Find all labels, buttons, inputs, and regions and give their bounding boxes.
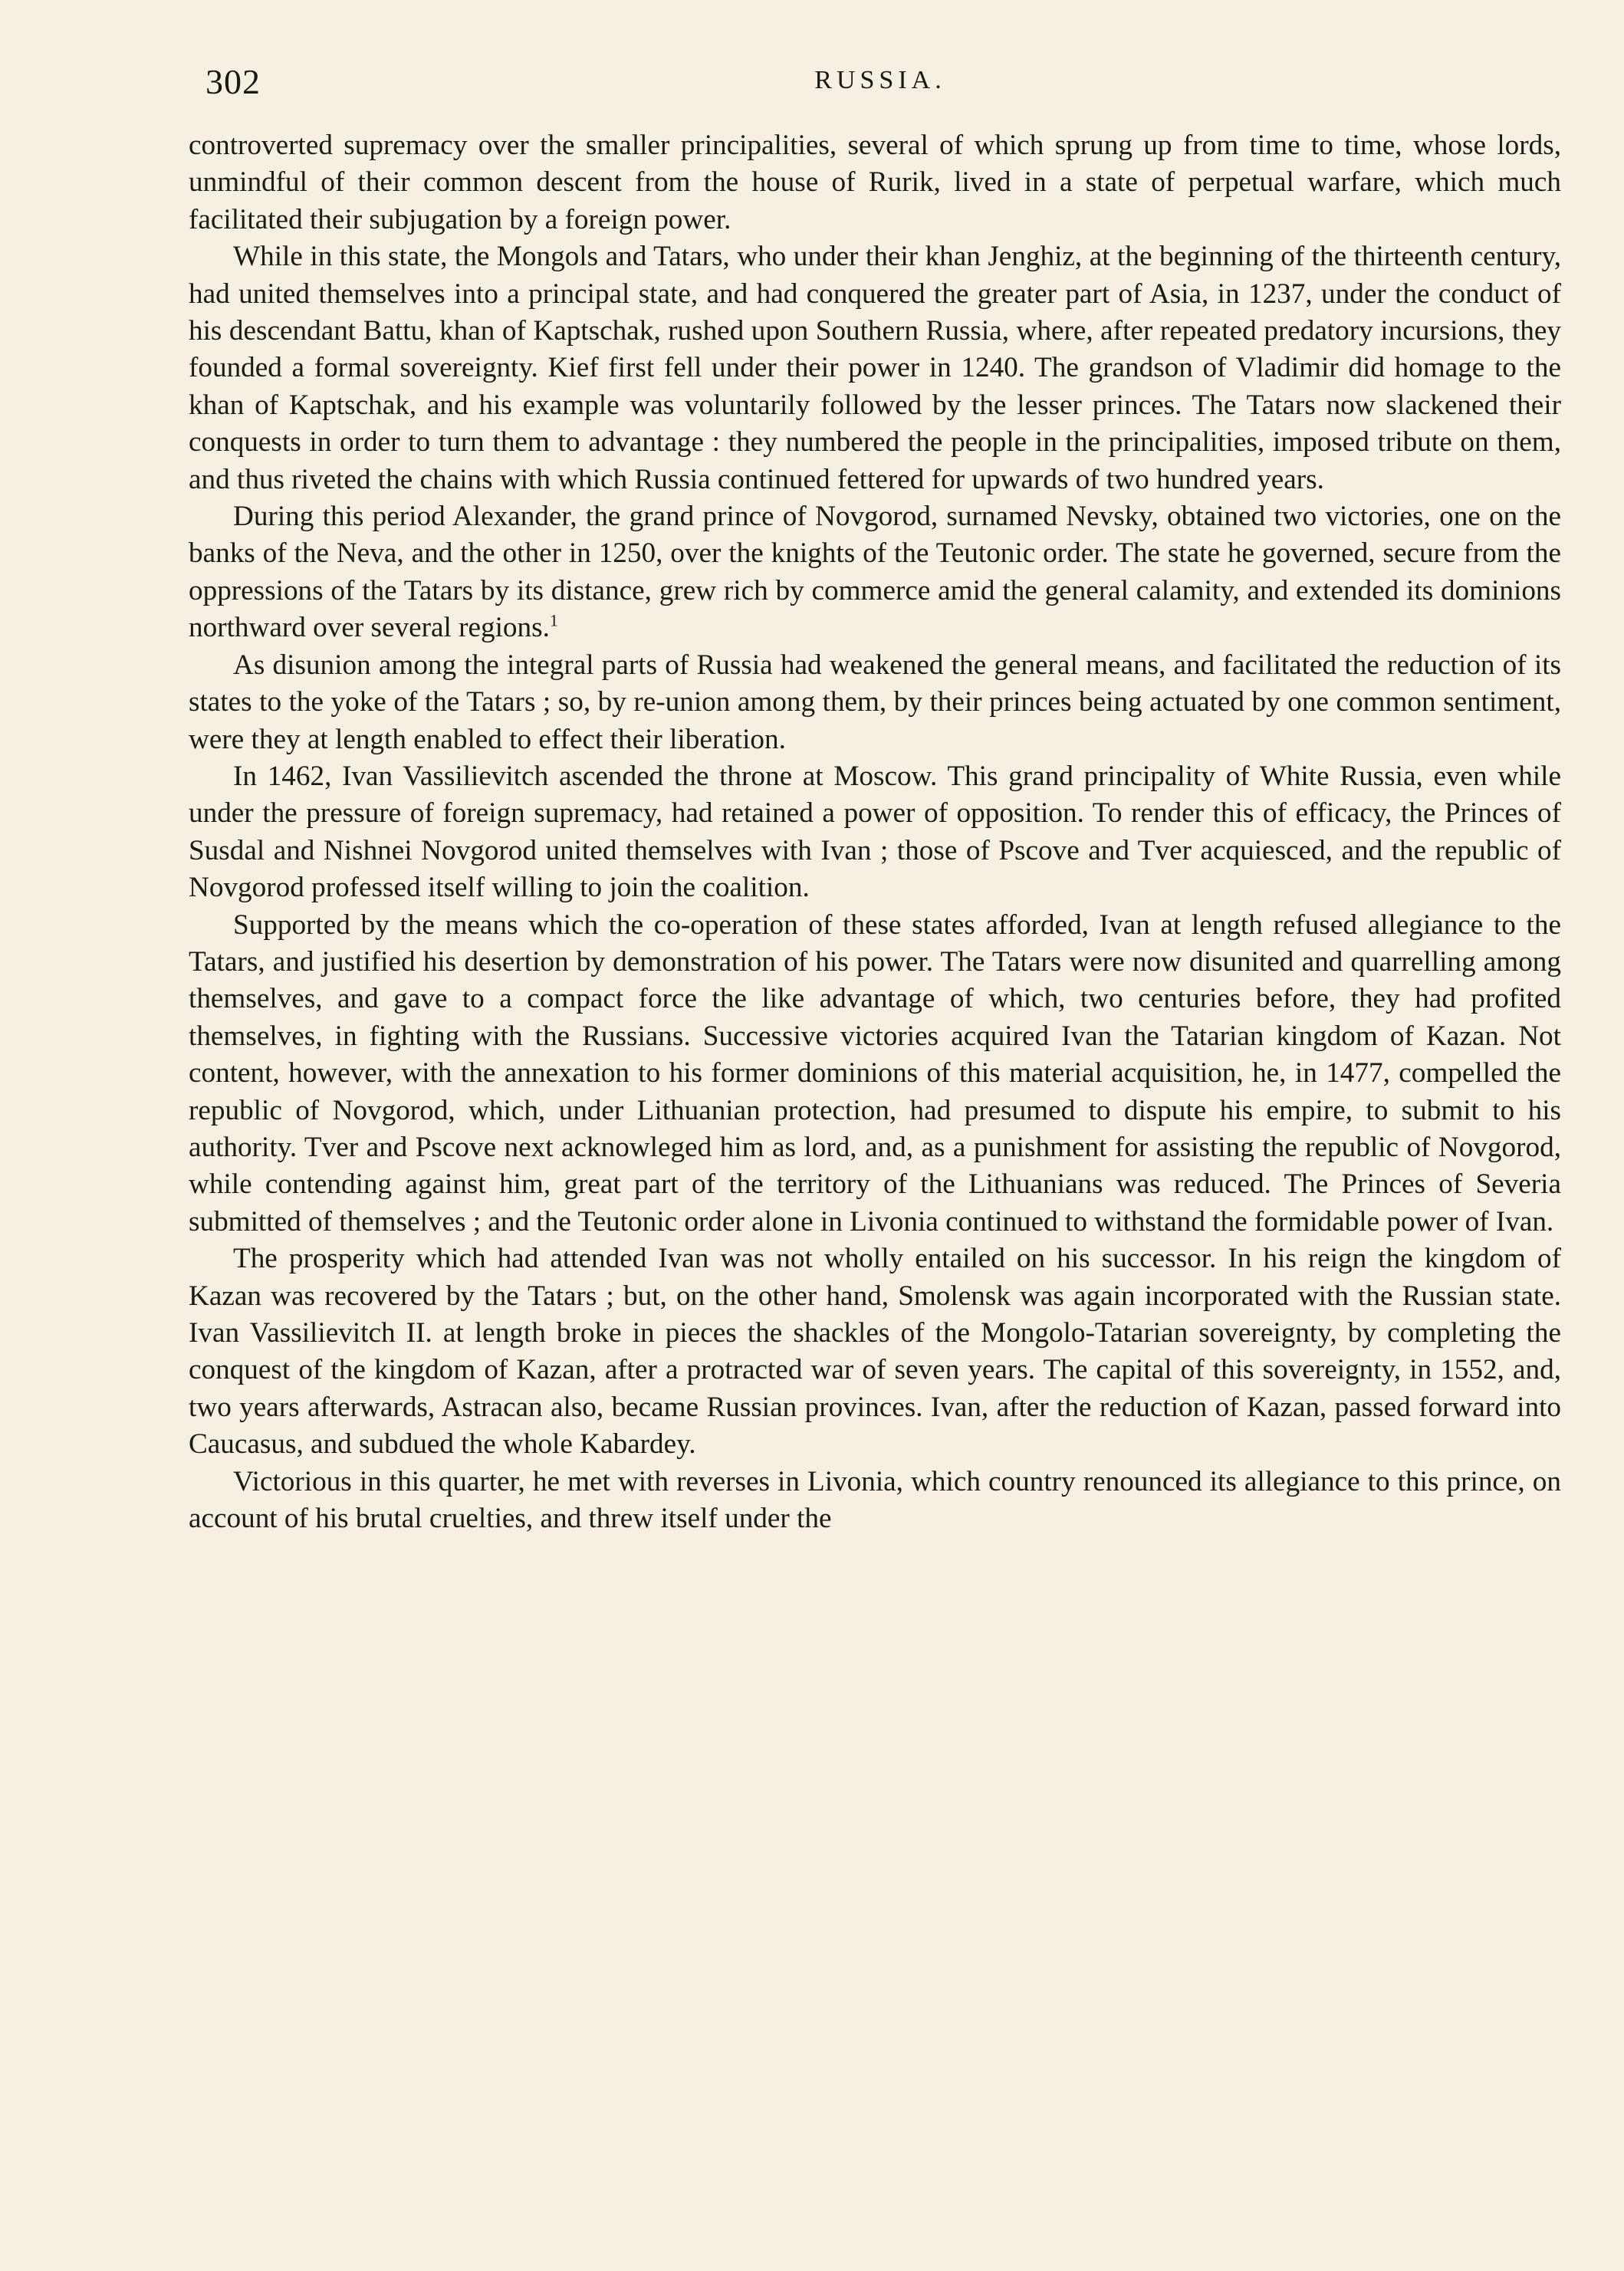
paragraph-text: While in this state, the Mongols and Tatars, who under their khan Jenghiz, at the beginning of the thirteenth century, had united themselves into a principal state, and had conquered the greater part of Asia, in 1237, under the conduct of his descendant Battu, khan of Kaptschak, rushed upon Southern Russia, where, after repeated predatory incursions, they founded a formal sovereignty. Kief first fell under their power in 1240. The grandson of Vladimir did homage to the khan of Kaptschak, and his example was voluntarily followed by the lesser princes. The Tatars now slackened their conquests in order to turn them to advantage : they numbered the people in the principalities, imposed tribute on them, and thus riveted the chains with which Russia continued fettered for upwards of two hundred years. <box>189 241 1561 495</box>
footnote-marker: 1 <box>549 610 558 630</box>
paragraph-text: Supported by the means which the co-operation of these states afforded, Ivan at length refused allegiance to the Tatars, and justified his desertion by demonstration of his power. The Tatars were now disunited and quarrelling among themselves, and gave to a compact force the like advantage of which, two centuries before, they had profited themselves, in fighting with the Russians. Successive victories acquired Ivan the Tatarian kingdom of Kazan. Not content, however, with the annexation to his former dominions of this material acquisition, he, in 1477, compelled the republic of Novgorod, which, under Lithuanian protection, had presumed to dispute his empire, to submit to his authority. Tver and Pscove next acknowleged him as lord, and, as a punishment for assisting the republic of Novgorod, while contending against him, great part of the territory of the Lithuanians was reduced. The Princes of Severia submitted of themselves ; and the Teutonic order alone in Livonia continued to withstand the formidable power of Ivan. <box>189 909 1561 1237</box>
paragraph <box>189 647 1561 758</box>
body-text <box>189 127 1561 1537</box>
paragraph <box>189 498 1561 647</box>
paragraph-text: controverted supremacy over the smaller principalities, several of which sprung up from time to time, whose lords, unmindful of their common descent from the house of Rurik, lived in a state of perpetual warfare, which much facilitated their subjugation by a foreign power. <box>189 130 1561 235</box>
paragraph-text: Victorious in this quarter, he met with reverses in Livonia, which country renounced its allegiance to this prince, on account of his brutal cruelties, and threw itself under the <box>189 1465 1561 1535</box>
running-head: RUSSIA. <box>814 66 946 94</box>
paragraph-text: In 1462, Ivan Vassilievitch ascended the throne at Moscow. This grand principality of White Russia, even while under the pressure of foreign supremacy, had retained a power of opposition. To render this of efficacy, the Princes of Susdal and Nishnei Novgorod united themselves with Ivan ; those of Pscove and Tver acquiesced, and the republic of Novgorod professed itself willing to join the coalition. <box>189 760 1561 904</box>
paragraph <box>189 238 1561 498</box>
paragraph <box>189 127 1561 238</box>
paragraph <box>189 1241 1561 1463</box>
paragraph-text: During this period Alexander, the grand prince of Novgorod, surnamed Nevsky, obtained two victories, one on the banks of the Neva, and the other in 1250, over the knights of the Teutonic order. The state he governed, secure from the oppressions of the Tatars by its distance, grew rich by commerce amid the general calamity, and extended its dominions northward over several regions. <box>189 501 1561 644</box>
paragraph <box>189 1464 1561 1538</box>
paragraph <box>189 758 1561 907</box>
page-header <box>205 61 1555 107</box>
page-number: 302 <box>205 62 261 101</box>
paragraph <box>189 907 1561 1241</box>
paragraph-text: The prosperity which had attended Ivan was not wholly entailed on his successor. In his reign the kingdom of Kazan was recovered by the Tatars ; but, on the other hand, Smolensk was again incorporated with the Russian state. Ivan Vassilievitch II. at length broke in pieces the shackles of the Mongolo-Tatarian sovereignty, by completing the conquest of the kingdom of Kazan, after a protracted war of seven years. The capital of this sovereignty, in 1552, and, two years afterwards, Astracan also, became Russian provinces. Ivan, after the reduction of Kazan, passed forward into Caucasus, and subdued the whole Kabardey. <box>189 1243 1561 1461</box>
paragraph-text: As disunion among the integral parts of Russia had weakened the general means, and facilitated the reduction of its states to the yoke of the Tatars ; so, by re-union among them, by their princes being actuated by one common sentiment, were they at length enabled to effect their liberation. <box>189 649 1561 755</box>
